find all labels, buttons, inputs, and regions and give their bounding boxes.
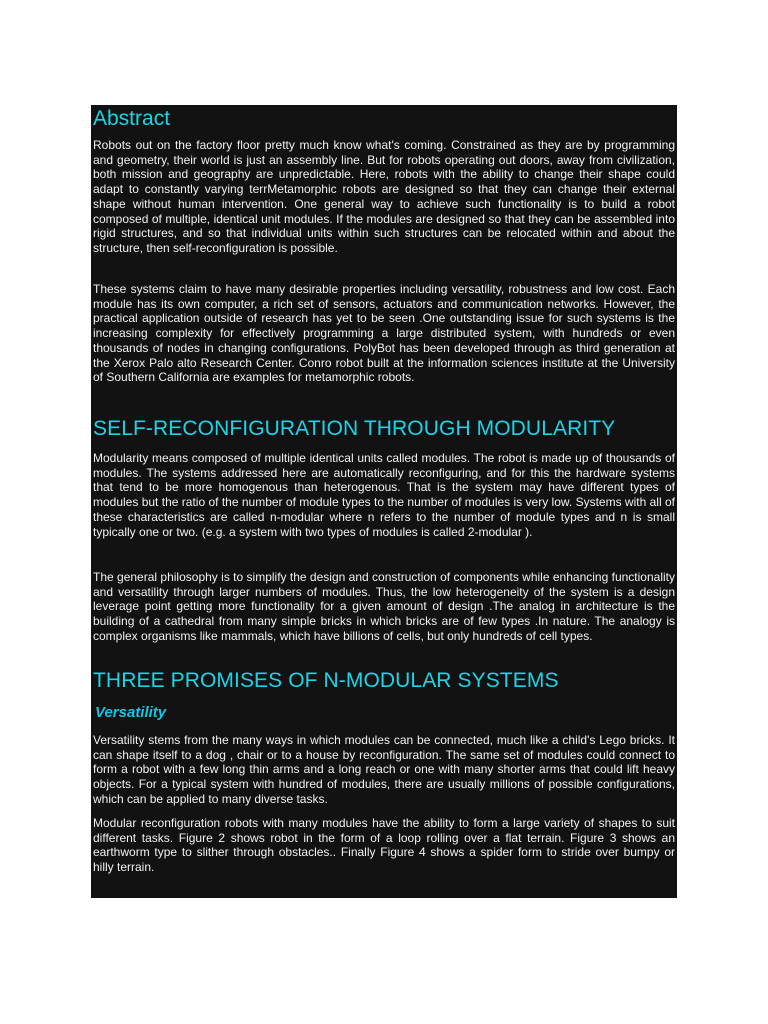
- document-page: [91, 105, 677, 898]
- modularity-paragraph-1: Modularity means composed of multiple identical units called modules. The robot is made up of thousands of modules. The systems addressed here are automatically reconfiguring, and for this the hardware systems that tend to be more homogenous than heterogenous. That is the system may have different types of modules but the ratio of the number of module types to the number of modules is very low. Systems with all of these characteristics are called n-modular where n refers to the number of module types and n is small typically one or two. (e.g. a system with two types of modules is called 2-modular ).: [93, 451, 675, 539]
- modularity-paragraph-2: The general philosophy is to simplify the design and construction of components while enhancing functionality and versatility through larger numbers of modules. Thus, the low heterogeneity of the system is a design leverage point getting more functionality for a given amount of design .The analog in architecture is the building of a cathedral from many simple bricks in which bricks are of few types .In nature. The analogy is complex organisms like mammals, which have billions of cells, but only hundreds of cell types.: [93, 570, 675, 643]
- versatility-paragraph-1: Versatility stems from the many ways in which modules can be connected, much like a child's Lego bricks. It can shape itself to a dog , chair or to a house by reconfiguration. The same set of modules could connect to form a robot with a few long thin arms and a long reach or one with many shorter arms that could lift heavy objects. For a typical system with hundred of modules, there are usually millions of possible configurations, which can be applied to many diverse tasks.: [93, 733, 675, 806]
- abstract-heading: Abstract: [93, 107, 171, 130]
- section-heading-modularity: SELF-RECONFIGURATION THROUGH MODULARITY: [93, 417, 616, 440]
- versatility-paragraph-2: Modular reconfiguration robots with many modules have the ability to form a large variety of shapes to suit different tasks. Figure 2 shows robot in the form of a loop rolling over a flat terrain. Figure 3 shows an earthworm type to slither through obstacles.. Finally Figure 4 shows a spider form to stride over bumpy or hilly terrain.: [93, 816, 675, 875]
- abstract-paragraph-1: Robots out on the factory floor pretty much know what's coming. Constrained as they are by programming and geometry, their world is just an assembly line. But for robots operating out doors, away from civilization, both mission and geography are unpredictable. Here, robots with the ability to change their shape could adapt to constantly varying terrMetamorphic robots are designed so that they can change their external shape without human intervention. One general way to achieve such functionality is to build a robot composed of multiple, identical unit modules. If the modules are designed so that they can be assembled into rigid structures, and so that individual units within such structures can be relocated within and about the structure, then self-reconfiguration is possible.: [93, 138, 675, 255]
- section-heading-three-promises: THREE PROMISES OF N-MODULAR SYSTEMS: [93, 669, 559, 692]
- subheading-versatility: Versatility: [95, 704, 167, 721]
- abstract-paragraph-2: These systems claim to have many desirable properties including versatility, robustness and low cost. Each module has its own computer, a rich set of sensors, actuators and communication networks. However, the practical application outside of research has yet to be seen .One outstanding issue for such systems is the increasing complexity for effectively programming a large distributed system, with hundreds or even thousands of nodes in changing configurations. PolyBot has been developed through as third generation at the Xerox Palo alto Research Center. Conro robot built at the information sciences institute at the University of Southern California are examples for metamorphic robots.: [93, 282, 675, 385]
